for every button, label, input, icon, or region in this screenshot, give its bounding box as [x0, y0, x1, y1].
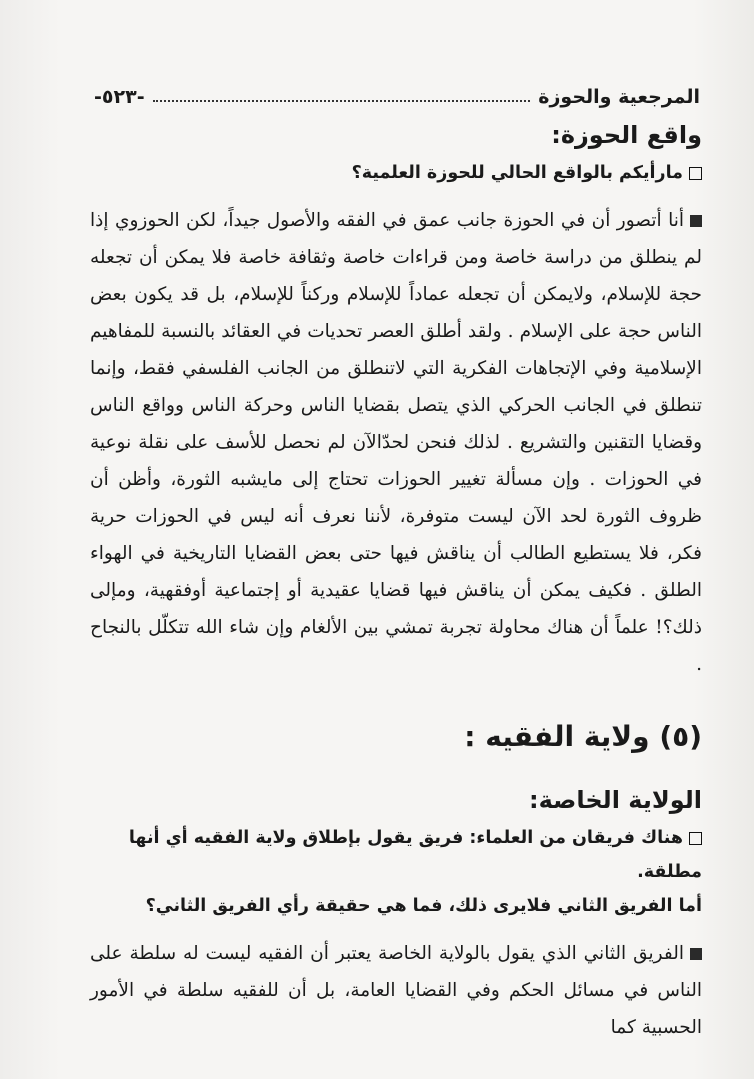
page-number: -٥٢٣- [94, 86, 145, 108]
answer-wilaya-text: الفريق الثاني الذي يقول بالولاية الخاصة يعتبر أن الفقيه ليست له سلطة على الناس في مسائل الحكم وفي القضايا العامة، بل أن للفقيه سلطة في الأمور الحسبية كما [90, 943, 702, 1038]
header-dotted-leader [153, 84, 531, 102]
question-box-icon [689, 832, 702, 845]
header-title: المرجعية والحوزة [538, 86, 700, 108]
question-wilaya-2 [90, 889, 702, 923]
question-hawza-text: مارأيكم بالواقع الحالي للحوزة العلمية؟ [351, 163, 683, 183]
subsection-title-special-wilaya: الولاية الخاصة: [529, 786, 702, 814]
section-title-wilayat-faqih: (٥) ولاية الفقيه : [464, 720, 702, 753]
question-wilaya-1-text: هناك فريقان من العلماء: فريق يقول بإطلاق ولاية الفقيه أي أنها مطلقة. [128, 828, 702, 882]
question-hawza [90, 156, 702, 190]
page-body [90, 118, 702, 1046]
question-wilaya-2-text: أما الفريق الثاني فلايرى ذلك، فما هي حقيقة رأي الفريق الثاني؟ [145, 896, 702, 916]
question-box-icon [689, 167, 702, 180]
answer-wilaya [90, 935, 702, 1046]
answer-square-icon [690, 215, 702, 227]
answer-square-icon [690, 948, 702, 960]
answer-hawza [90, 202, 702, 683]
answer-hawza-text: أنا أتصور أن في الحوزة جانب عمق في الفقه والأصول جيداً، لكن الحوزوي إذا لم ينطلق من دراسة خاصة ومن قراءات خاصة وثقافة خاصة فلا يمكن أن تجعله حجة للإسلام، ولايمكن أن تجعله عماداً للإسلام وركناً للإسلام، بل قد يكون بعض الناس حجة على الإسلام . ولقد أطلق العصر تحديات في العقائد بالنسبة للمفاهيم الإسلامية وفي الإتجاهات الفكرية التي لاتنطلق من الجانب الفلسفي فقط، وإنما تنطلق في الجانب الحركي الذي يتصل بقضايا الناس وحركة الناس وواقع الناس وقضايا التقنين والتشريع . لذلك فنحن لحدّالآن لم نحصل للأسف على نقلة نوعية في الحوزات . وإن مسألة تغيير الحوزات تحتاج إلى مايشبه الثورة، وأظن أن ظروف الثورة لحد الآن ليست متوفرة، لأننا نعرف أنه ليس في الحوزات حرية فكر، فلا يستطيع الطالب أن يناقش فيها حتى بعض القضايا التاريخية في الهواء الطلق . فكيف يمكن أن يناقش فيها قضايا عقيدية أو إجتماعية أوفقهية، ومإلى ذلك؟! علماً أن هناك محاولة تجربة تمشي بين الألغام وإن شاء الله تتكلّل بالنجاح . [90, 210, 702, 675]
section-title-hawza-reality: واقع الحوزة: [551, 121, 702, 149]
running-header [94, 78, 700, 108]
question-wilaya-1 [90, 821, 702, 889]
